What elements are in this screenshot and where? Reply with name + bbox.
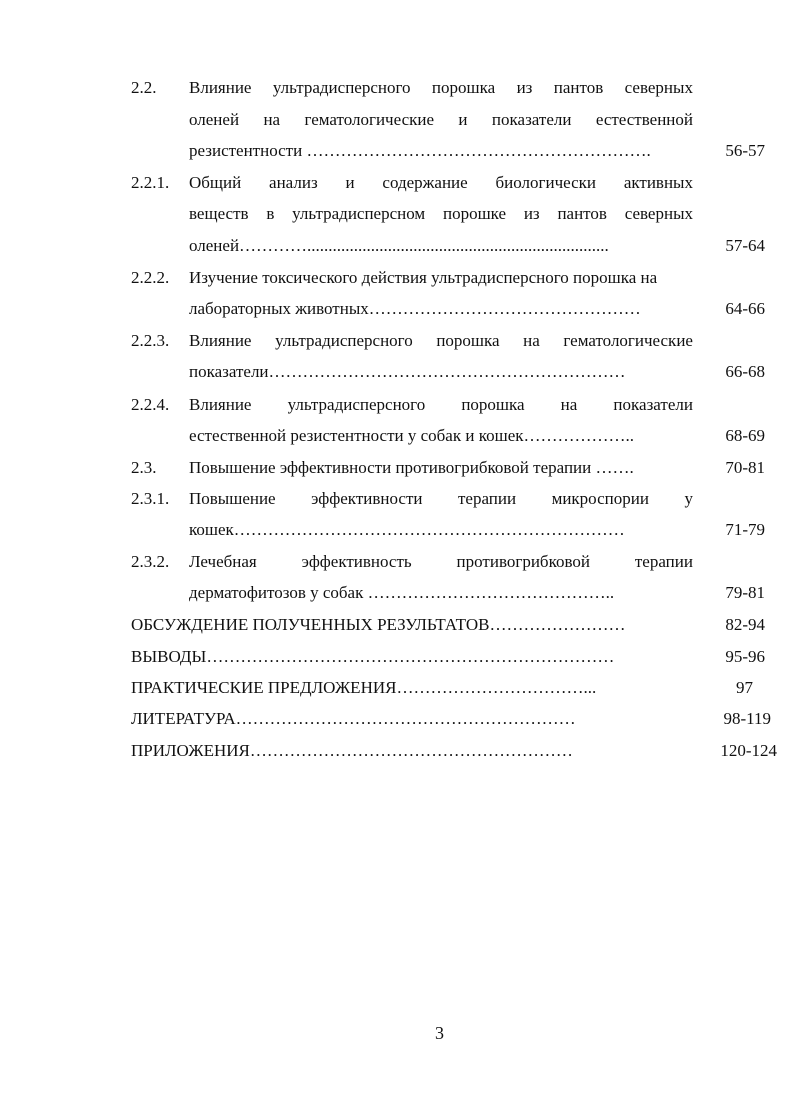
toc-section-pages: 95-96 [725,647,765,666]
toc-section-title: ОБСУЖДЕНИЕ ПОЛУЧЕННЫХ РЕЗУЛЬТАТОВ…………………… [131,615,626,634]
toc-entry-number: 2.2. [131,78,157,97]
toc-entry-number: 2.3.1. [131,489,170,508]
toc-entry-pages: 71-79 [725,520,765,539]
toc-entry-number: 2.2.4. [131,395,170,414]
toc-entry-title-line: Повышение эффективности противогрибковой терапии ……. [189,458,634,477]
toc-entry-title-line: лабораторных животных………………………………………… [189,299,641,318]
toc-entry-title-line: Общий анализ и содержание биологически активных [189,173,693,192]
toc-entry-title-line: Лечебная эффективность противогрибковой терапии [189,552,693,571]
toc-entry-pages: 66-68 [725,362,765,381]
toc-entry-pages: 56-57 [725,141,765,160]
toc-section-pages: 120-124 [720,741,777,760]
toc-entry-title-line: кошек…………………………………………………………… [189,520,625,539]
toc-entry-title-line: естественной резистентности у собак и кошек……………….. [189,426,634,445]
toc-entry-title-line: оленей…………....................................................................... [189,236,609,255]
toc-entry-title-line: Влияние ультрадисперсного порошка из пантов северных [189,78,693,97]
toc-section-title: ВЫВОДЫ……………………………………………………………… [131,647,615,666]
toc-entry-title-line: Изучение токсического действия ультрадисперсного порошка на [189,268,658,287]
toc-section-pages: 97 [736,678,753,697]
toc-section-title: ЛИТЕРАТУРА…………………………………………………… [131,709,576,728]
toc-entry-title-line: дерматофитозов у собак …………………………………….. [189,583,615,602]
toc-entry-pages: 57-64 [725,236,765,255]
toc-entry-number: 2.2.3. [131,331,170,350]
toc-entry-title-line: веществ в ультрадисперсном порошке из пантов северных [189,204,693,223]
toc-section-title: ПРАКТИЧЕСКИЕ ПРЕДЛОЖЕНИЯ……………………………... [131,678,597,697]
toc-entry-title-line: Повышение эффективности терапии микроспории у [189,489,693,508]
toc-entry-title-line: оленей на гематологические и показатели естественной [189,110,693,129]
toc-entry-title-line: резистентности ……………………………………………………. [189,141,651,160]
toc-entry-number: 2.3. [131,458,157,477]
toc-entry-pages: 79-81 [725,583,765,602]
toc-entry-number: 2.3.2. [131,552,170,571]
toc-entry-title-line: показатели……………………………………………………… [189,362,626,381]
toc-entry-number: 2.2.2. [131,268,170,287]
toc-entry-number: 2.2.1. [131,173,170,192]
toc-entry-pages: 64-66 [725,299,765,318]
toc-entry-pages: 68-69 [725,426,765,445]
toc-section-title: ПРИЛОЖЕНИЯ………………………………………………… [131,741,573,760]
toc-entry-pages: 70-81 [725,458,765,477]
toc-entry-title-line: Влияние ультрадисперсного порошка на показатели [189,395,693,414]
toc-section-pages: 82-94 [725,615,765,634]
toc-entry-title-line: Влияние ультрадисперсного порошка на гематологические [189,331,693,350]
page-number: 3 [435,1023,444,1043]
toc-section-pages: 98-119 [723,709,771,728]
